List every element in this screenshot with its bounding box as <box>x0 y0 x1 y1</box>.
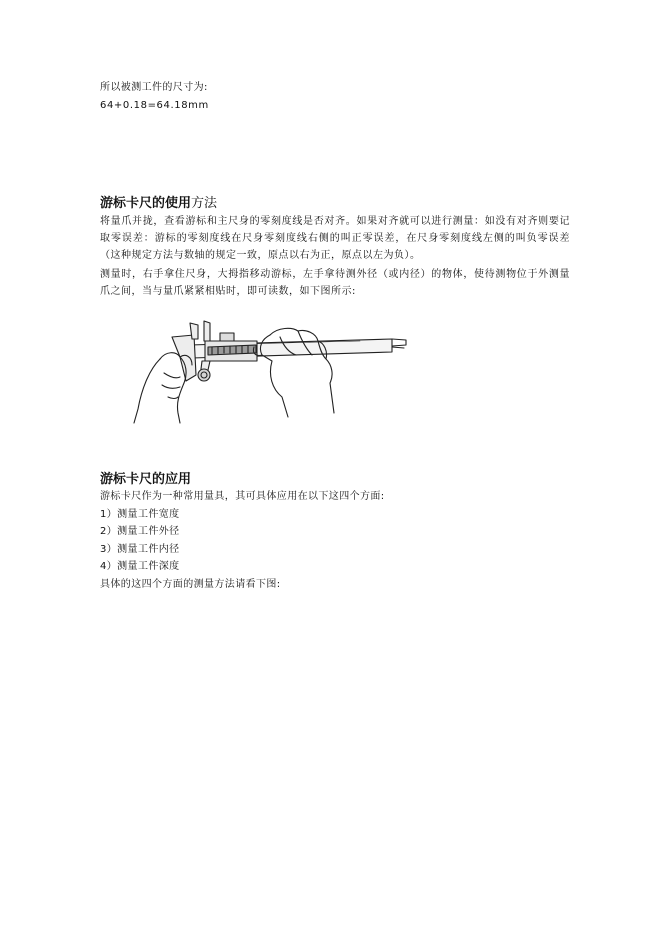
caliper-in-hands-illustration <box>120 317 410 425</box>
application-section-title <box>100 472 191 488</box>
usage-title-normal: 方法 <box>191 196 218 211</box>
usage-title-bold: 游标卡尺的使用 <box>100 196 192 211</box>
vernier-slider <box>205 333 257 361</box>
intro-label: 所以被测工件的尺寸为: <box>100 82 208 93</box>
application-item-inner-diameter: 3）测量工件内径 <box>100 544 180 555</box>
measurement-formula: 64+0.18=64.18mm <box>100 100 209 111</box>
usage-paragraph-zero-error: 将量爪并拢，查看游标和主尺身的零刻度线是否对齐。如果对齐就可以进行测量：如没有对齐则要记取零误差：游标的零刻度线在尺身零刻度线右侧的叫正零误差，在尺身零刻度线左侧的叫负零误差（这种规定方法与数轴的规定一致，原点以右为正，原点以左为负）。 <box>100 216 570 261</box>
application-title: 游标卡尺的应用 <box>100 472 192 487</box>
application-item-width: 1）测量工件宽度 <box>100 509 180 520</box>
application-intro: 游标卡尺作为一种常用量具，其可具体应用在以下这四个方面: <box>100 491 385 502</box>
usage-paragraph-measuring: 测量时，右手拿住尺身，大拇指移动游标，左手拿待测外径（或内径）的物体，使待测物位于外测量爪之间，当与量爪紧紧相贴时，即可读数，如下图所示: <box>100 269 570 297</box>
application-closing: 具体的这四个方面的测量方法请看下图: <box>100 579 281 590</box>
application-item-outer-diameter: 2）测量工件外径 <box>100 526 180 537</box>
application-item-depth: 4）测量工件深度 <box>100 561 180 572</box>
usage-section-title <box>100 196 217 212</box>
